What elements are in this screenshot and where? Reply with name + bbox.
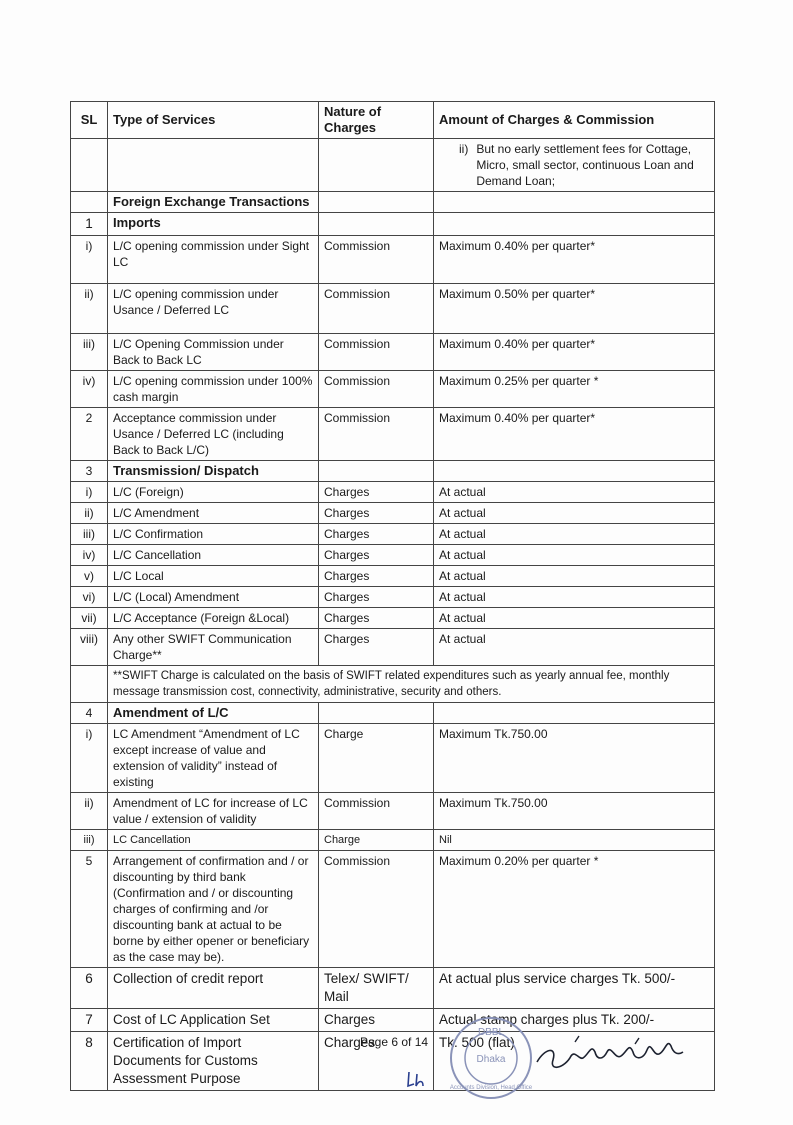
row-sl: vii) xyxy=(71,608,108,629)
row-amount: At actual plus service charges Tk. 500/- xyxy=(434,968,715,1009)
row-sl: ii) xyxy=(71,793,108,830)
group-title-amendment: Amendment of L/C xyxy=(108,703,319,724)
row-type: Any other SWIFT Communication Charge** xyxy=(108,629,319,666)
group-heading-row xyxy=(71,461,715,482)
group-sl: 3 xyxy=(71,461,108,482)
row-sl: iii) xyxy=(71,830,108,851)
row-nature: Charges xyxy=(319,1032,434,1091)
row-nature: Charges xyxy=(319,1009,434,1032)
row-amount: Maximum 0.20% per quarter * xyxy=(434,851,715,968)
continuation-note-number: ii) xyxy=(459,142,469,156)
row-sl: vi) xyxy=(71,587,108,608)
row-nature: Charge xyxy=(319,830,434,851)
row-sl: 5 xyxy=(71,851,108,968)
group-heading-row xyxy=(71,213,715,236)
table-row xyxy=(71,284,715,334)
row-amount: Maximum 0.50% per quarter* xyxy=(434,284,715,334)
row-type: L/C opening commission under Usance / Deferred LC xyxy=(108,284,319,334)
row-amount: At actual xyxy=(434,587,715,608)
row-nature: Charges xyxy=(319,545,434,566)
row-nature: Commission xyxy=(319,284,434,334)
row-amount: Actual stamp charges plus Tk. 200/- xyxy=(434,1009,715,1032)
row-nature: Charges xyxy=(319,482,434,503)
row-type: L/C Confirmation xyxy=(108,524,319,545)
row-sl: 6 xyxy=(71,968,108,1009)
table-row xyxy=(71,587,715,608)
swift-note-row xyxy=(71,666,715,703)
group-heading-row xyxy=(71,703,715,724)
row-sl: 2 xyxy=(71,408,108,461)
header-sl: SL xyxy=(71,102,108,139)
row-amount: Maximum 0.40% per quarter* xyxy=(434,236,715,284)
row-type: Arrangement of confirmation and / or discounting by third bank (Confirmation and / or discounting charges of confirming and /or discounting bank at actual to be borne by either opener or beneficiary as the case may be). xyxy=(108,851,319,968)
table-row xyxy=(71,608,715,629)
row-type: L/C Local xyxy=(108,566,319,587)
section-heading-row xyxy=(71,192,715,213)
row-type: L/C Opening Commission under Back to Back LC xyxy=(108,334,319,371)
row-sl: iv) xyxy=(71,545,108,566)
table-row xyxy=(71,408,715,461)
row-amount: Nil xyxy=(434,830,715,851)
page-number: Page 6 of 14 xyxy=(360,1035,429,1049)
group-title-transmission: Transmission/ Dispatch xyxy=(108,461,319,482)
row-nature: Charges xyxy=(319,608,434,629)
table-row xyxy=(71,724,715,793)
row-amount: Maximum 0.25% per quarter * xyxy=(434,371,715,408)
row-sl: viii) xyxy=(71,629,108,666)
row-type: LC Cancellation xyxy=(108,830,319,851)
table-row xyxy=(71,566,715,587)
table-row xyxy=(71,482,715,503)
row-nature: Commission xyxy=(319,334,434,371)
row-type: L/C opening commission under Sight LC xyxy=(108,236,319,284)
table-row xyxy=(71,334,715,371)
header-amount: Amount of Charges & Commission xyxy=(434,102,715,139)
row-type: L/C Cancellation xyxy=(108,545,319,566)
row-type: Acceptance commission under Usance / Deferred LC (including Back to Back L/C) xyxy=(108,408,319,461)
row-nature: Commission xyxy=(319,793,434,830)
row-sl: ii) xyxy=(71,284,108,334)
seal-center-text: Dhaka xyxy=(476,1054,506,1065)
row-sl: 8 xyxy=(71,1032,108,1091)
row-type: L/C Acceptance (Foreign &Local) xyxy=(108,608,319,629)
row-sl: iii) xyxy=(71,524,108,545)
table-row xyxy=(71,236,715,284)
seal-top-text: DBBL xyxy=(477,1027,505,1038)
row-sl: i) xyxy=(71,236,108,284)
row-amount: At actual xyxy=(434,608,715,629)
table-row xyxy=(71,851,715,968)
table-row xyxy=(71,503,715,524)
row-type: L/C Amendment xyxy=(108,503,319,524)
swift-note: **SWIFT Charge is calculated on the basis of SWIFT related expenditures such as yearly annual fee, monthly message transmission cost, connectivity, administrative, security and others. xyxy=(108,666,715,703)
table-row xyxy=(71,1009,715,1032)
row-amount: Tk. 500 (flat) xyxy=(434,1032,715,1091)
row-amount: Maximum 0.40% per quarter* xyxy=(434,334,715,371)
row-sl: 7 xyxy=(71,1009,108,1032)
row-amount: At actual xyxy=(434,482,715,503)
row-nature: Charges xyxy=(319,566,434,587)
row-sl: i) xyxy=(71,724,108,793)
row-type: LC Amendment “Amendment of LC except increase of value and extension of validity” instead of existing xyxy=(108,724,319,793)
row-sl: iii) xyxy=(71,334,108,371)
row-type: Collection of credit report xyxy=(108,968,319,1009)
row-amount: At actual xyxy=(434,545,715,566)
row-amount: Maximum 0.40% per quarter* xyxy=(434,408,715,461)
row-nature: Commission xyxy=(319,408,434,461)
row-amount: Maximum Tk.750.00 xyxy=(434,724,715,793)
row-type: L/C opening commission under 100% cash margin xyxy=(108,371,319,408)
row-nature: Commission xyxy=(319,851,434,968)
table-row xyxy=(71,524,715,545)
row-sl: i) xyxy=(71,482,108,503)
row-nature: Charges xyxy=(319,524,434,545)
header-type-of-services: Type of Services xyxy=(108,102,319,139)
seal-ring-text: Accounts Division, Head Office xyxy=(449,1085,533,1091)
table-row xyxy=(71,371,715,408)
row-sl: v) xyxy=(71,566,108,587)
header-nature-of-charges: Nature of Charges xyxy=(319,102,434,139)
table-header-row xyxy=(71,102,715,139)
continuation-note xyxy=(434,139,715,192)
row-nature: Telex/ SWIFT/ Mail xyxy=(319,968,434,1009)
row-sl: iv) xyxy=(71,371,108,408)
table-row xyxy=(71,830,715,851)
continuation-note-text: But no early settlement fees for Cottage, Micro, small sector, continuous Loan and Demand Loan; xyxy=(476,142,694,188)
group-sl: 4 xyxy=(71,703,108,724)
row-type: Cost of LC Application Set xyxy=(108,1009,319,1032)
group-title-imports: Imports xyxy=(108,213,319,236)
section-foreign-exchange: Foreign Exchange Transactions xyxy=(108,192,319,213)
row-type: L/C (Local) Amendment xyxy=(108,587,319,608)
table-row xyxy=(71,968,715,1009)
signature-mark xyxy=(535,1030,685,1080)
row-nature: Charges xyxy=(319,629,434,666)
row-type: Amendment of LC for increase of LC value / extension of validity xyxy=(108,793,319,830)
row-amount: At actual xyxy=(434,503,715,524)
table-row xyxy=(71,629,715,666)
office-seal-stamp xyxy=(448,1015,534,1101)
row-type: L/C (Foreign) xyxy=(108,482,319,503)
row-sl: ii) xyxy=(71,503,108,524)
row-amount: Maximum Tk.750.00 xyxy=(434,793,715,830)
table-row xyxy=(71,793,715,830)
initial-mark xyxy=(405,1068,429,1090)
row-nature: Charges xyxy=(319,587,434,608)
row-amount: At actual xyxy=(434,629,715,666)
row-amount: At actual xyxy=(434,566,715,587)
charges-table xyxy=(70,101,715,1091)
table-row xyxy=(71,545,715,566)
group-sl: 1 xyxy=(71,213,108,236)
row-nature: Commission xyxy=(319,371,434,408)
row-type: Certification of Import Documents for Customs Assessment Purpose xyxy=(108,1032,319,1091)
continuation-row xyxy=(71,139,715,192)
row-amount: At actual xyxy=(434,524,715,545)
row-nature: Charge xyxy=(319,724,434,793)
row-nature: Charges xyxy=(319,503,434,524)
row-nature: Commission xyxy=(319,236,434,284)
